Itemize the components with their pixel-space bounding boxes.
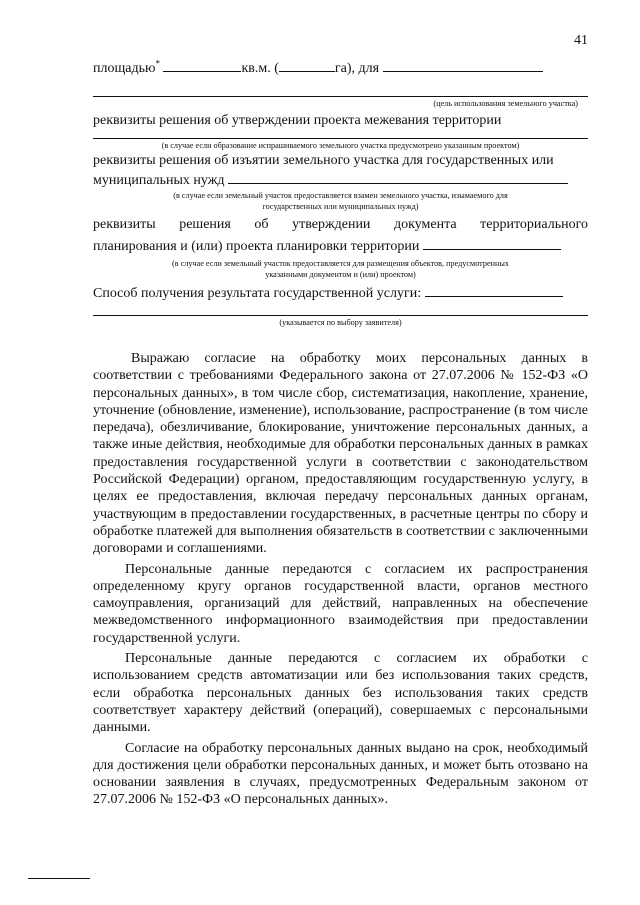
seizure-decision-field[interactable] [228,170,568,184]
survey-project-field[interactable] [93,130,588,139]
land-use-purpose-field[interactable] [383,58,543,72]
ha-label: га), для [334,61,380,76]
area-asterisk: * [155,58,160,69]
consent-paragraph-4: Согласие на обработку персональных данных выдано на срок, необходимый для достижения цели обработки персональных данных, и может быть отозвано на основании заявления в случаях, предусмотренных Федеральным законом от 27.07.2006 № 152-ФЗ «О персональных данных». [93,740,588,808]
consent-paragraph-2: Персональные данные передаются с согласием их распространения определенному кругу органов государственной власти, органов местного самоуправления, организаций для действий, направленных на обеспечение межведомственного информационного взаимодействия при предоставлении государственной услуги. [93,561,588,646]
application-form-continuation [93,58,588,809]
consent-paragraph-1: Выражаю согласие на обработку моих персональных данных в соответствии с требованиями Федерального закона от 27.07.2006 № 152-ФЗ «О персональных данных», в том числе сбор, систематизация, накопление, хранение, уточнение (обновление, изменение), использование, распространение (в том числе передача), обезличивание, блокирование, уничтожение персональных данных, а также иные действия, необходимые для обработки персональных данных в рамках предоставления государственной услуги в соответствии с законодательством Российской Федерации) органом, предоставляющим государственную услугу, в целях ее предоставления, включая передачу персональных данных органам, участвующим в предоставлении государственных, в расчетные центры по сбору и обработке платежей для выполнения обязательств в соответствии с заключенными договорами и соглашениями. [93,351,588,557]
land-use-purpose-field-line2[interactable] [93,82,588,97]
footnote-separator [28,878,90,879]
note-result-method: (указывается по выбору заявителя) [279,318,402,327]
result-method-field[interactable] [425,283,563,297]
sqm-label: кв.м. ( [241,61,279,76]
planning-decision-field[interactable] [423,236,561,250]
consent-section [93,350,588,809]
note-land-use: (цель использования земельного участка) [433,99,578,108]
note-survey-project: (в случае если образование испрашиваемого земельного участка предусмотрено указанным проектом) [161,141,520,150]
area-ha-field[interactable] [279,58,335,72]
consent-paragraph-3: Персональные данные передаются с согласием их обработки с использованием средств автоматизации или без использования таких средств, если обработка персональных данных без использования таких средств соответствует характеру действий (операций), совершаемых с персональными данными. [93,651,588,736]
result-method-row [93,283,588,303]
seizure-decision-label-line2: муниципальных нужд [93,173,225,188]
planning-decision-label-line2: планирования и (или) проекта планировки территории [93,239,420,254]
note-seizure-line2: государственных или муниципальных нужд) [262,202,419,211]
note-seizure-line1: (в случае если земельный участок предоставляется взамен земельного участка, изымаемого для [173,191,508,200]
survey-project-label: реквизиты решения об утверждении проекта межевания территории [93,113,502,128]
page-number: 41 [574,33,588,48]
result-method-label: Способ получения результата государственной услуги: [93,286,422,301]
seizure-decision-row [93,170,588,190]
area-row [93,58,588,78]
area-label: площадью [93,61,156,76]
note-planning-line2: указанными документом и (или) проектом) [265,270,416,279]
seizure-decision-label-line1: реквизиты решения об изъятии земельного участка для государственных или [93,153,554,168]
planning-decision-row [93,236,588,256]
result-method-field-line2[interactable] [93,305,588,316]
note-planning-line1: (в случае если земельный участок предоставляется для размещения объектов, предусмотренных [172,259,509,268]
area-sqm-field[interactable] [163,58,241,72]
planning-decision-label-line1: реквизиты решения об утверждении документа территориального [93,217,588,232]
